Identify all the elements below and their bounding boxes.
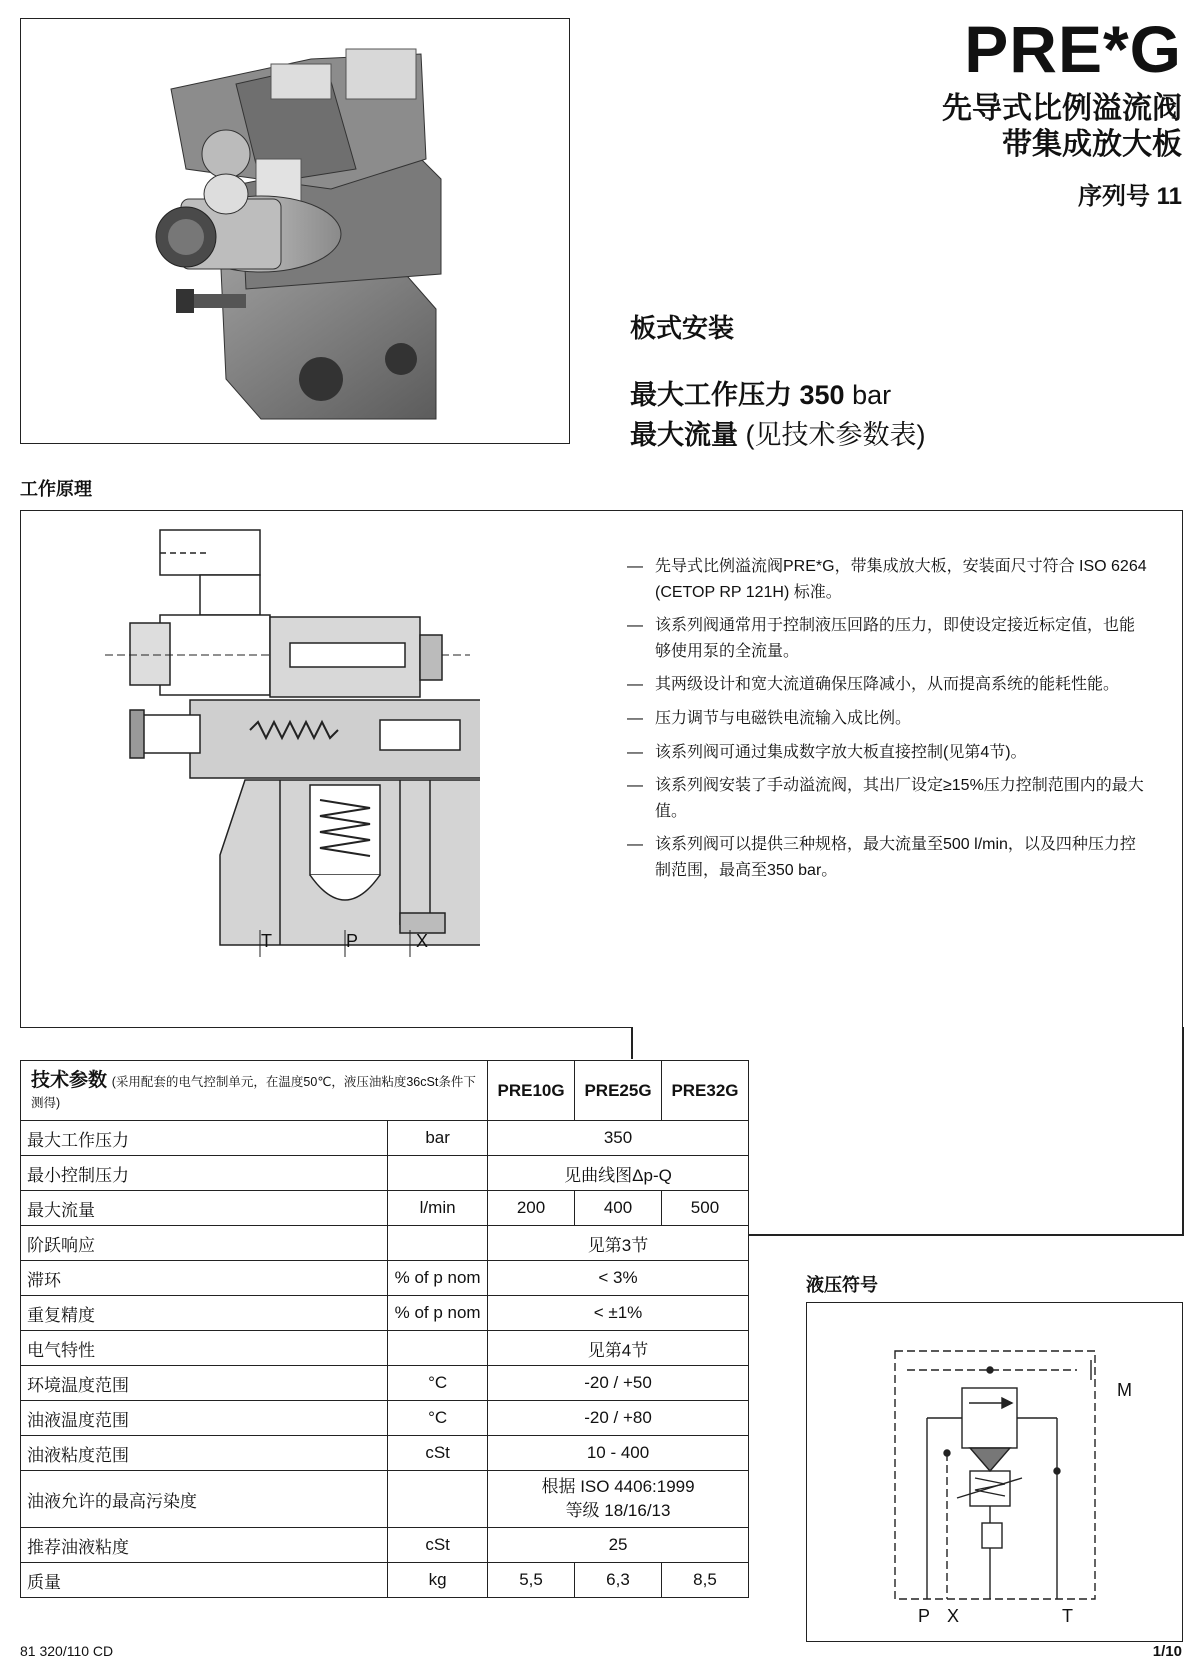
table-row xyxy=(21,1563,749,1598)
unit-cell xyxy=(388,1156,488,1191)
bullet-text: 该系列阀安装了手动溢流阀，其出厂设定≥15%压力控制范围内的最大值。 xyxy=(655,777,1144,820)
principle-frame-edge xyxy=(1182,1027,1184,1235)
value-cell: -20 / +80 xyxy=(488,1401,749,1436)
hydraulic-port-m: M xyxy=(1117,1380,1132,1400)
document-number: 81 320/110 CD xyxy=(20,1643,114,1659)
unit-cell: cSt xyxy=(388,1436,488,1471)
param-cell: 最大工作压力 xyxy=(21,1121,388,1156)
value-cell: 400 xyxy=(575,1191,662,1226)
bullet-item: — 其两级设计和宽大流道确保压降减小，从而提高系统的能耗性能。 xyxy=(627,672,1147,698)
bullet-text: 先导式比例溢流阀PRE*G，带集成放大板，安装面尺寸符合 ISO 6264 (CETOP RP 121H) 标准。 xyxy=(655,558,1147,601)
mounting-type: 板式安装 xyxy=(630,313,735,343)
unit-cell xyxy=(388,1331,488,1366)
value-cell: < 3% xyxy=(488,1261,749,1296)
product-photo-illustration xyxy=(21,19,568,442)
unit-cell xyxy=(388,1226,488,1261)
port-label-x: X xyxy=(416,931,429,951)
table-row xyxy=(21,1471,749,1528)
max-pressure-line xyxy=(630,373,891,412)
value-cell: 见曲线图Δp-Q xyxy=(488,1156,749,1191)
value-cell: 200 xyxy=(488,1191,575,1226)
value-cell: 8,5 xyxy=(661,1563,748,1598)
value-cell: 25 xyxy=(488,1528,749,1563)
product-subtitle-line1: 先导式比例溢流阀 xyxy=(942,92,1182,125)
page-number: 1/10 xyxy=(1152,1643,1182,1660)
table-row xyxy=(21,1261,749,1296)
param-cell: 阶跃响应 xyxy=(21,1226,388,1261)
max-pressure-label: 最大工作压力 xyxy=(630,380,800,410)
unit-cell: cSt xyxy=(388,1528,488,1563)
bullet-item: — 压力调节与电磁铁电流输入成比例。 xyxy=(627,706,1147,732)
principle-bullet-list xyxy=(627,554,1147,892)
principle-frame-edge xyxy=(631,1027,633,1059)
bullet-text: 该系列阀可通过集成数字放大板直接控制(见第4节)。 xyxy=(655,743,1027,761)
param-cell: 滞环 xyxy=(21,1261,388,1296)
value-cell: 5,5 xyxy=(488,1563,575,1598)
value-cell: -20 / +50 xyxy=(488,1366,749,1401)
value-cell: 10 - 400 xyxy=(488,1436,749,1471)
bullet-item: — 该系列阀可以提供三种规格，最大流量至500 l/min，以及四种压力控制范围，最高至350 bar。 xyxy=(627,832,1147,883)
product-subtitle-line2: 带集成放大板 xyxy=(1002,128,1182,161)
max-flow-note: (见技术参数表) xyxy=(738,420,926,450)
max-flow-line xyxy=(630,413,925,452)
table-row xyxy=(21,1121,749,1156)
param-cell: 推荐油液粘度 xyxy=(21,1528,388,1563)
unit-cell: % of p nom xyxy=(388,1261,488,1296)
table-row xyxy=(21,1191,749,1226)
unit-cell: bar xyxy=(388,1121,488,1156)
bullet-item: — 先导式比例溢流阀PRE*G，带集成放大板，安装面尺寸符合 ISO 6264 (CETOP RP 121H) 标准。 xyxy=(627,554,1147,605)
spec-table-title: 技术参数 xyxy=(31,1069,108,1091)
port-label-t: T xyxy=(261,931,272,951)
table-row xyxy=(21,1156,749,1191)
port-label-p: P xyxy=(346,931,359,951)
param-cell: 油液允许的最高污染度 xyxy=(21,1471,388,1528)
hydraulic-section-title: 液压符号 xyxy=(806,1275,878,1295)
max-flow-label: 最大流量 xyxy=(630,420,738,450)
bullet-item: — 该系列阀安装了手动溢流阀，其出厂设定≥15%压力控制范围内的最大值。 xyxy=(627,773,1147,824)
bullet-text: 其两级设计和宽大流道确保压降减小，从而提高系统的能耗性能。 xyxy=(655,676,1120,694)
unit-cell: kg xyxy=(388,1563,488,1598)
model-header: PRE25G xyxy=(575,1061,662,1121)
value-line: 根据 ISO 4406:1999 xyxy=(541,1477,695,1497)
unit-cell: °C xyxy=(388,1366,488,1401)
value-cell: 6,3 xyxy=(575,1563,662,1598)
param-cell: 最小控制压力 xyxy=(21,1156,388,1191)
param-cell: 重复精度 xyxy=(21,1296,388,1331)
series-number: 序列号 11 xyxy=(1077,183,1182,210)
param-cell: 油液温度范围 xyxy=(21,1401,388,1436)
hydraulic-port-x: X xyxy=(947,1606,960,1626)
param-cell: 最大流量 xyxy=(21,1191,388,1226)
bullet-text: 压力调节与电磁铁电流输入成比例。 xyxy=(655,709,912,727)
param-cell: 环境温度范围 xyxy=(21,1366,388,1401)
bullet-item: — 该系列阀可通过集成数字放大板直接控制(见第4节)。 xyxy=(627,740,1147,766)
table-row xyxy=(21,1366,749,1401)
table-row xyxy=(21,1331,749,1366)
spec-table-title-cell xyxy=(21,1061,488,1121)
unit-cell: °C xyxy=(388,1401,488,1436)
hydraulic-symbol-frame xyxy=(806,1302,1183,1642)
value-cell: 见第3节 xyxy=(488,1226,749,1261)
product-photo-frame xyxy=(20,18,570,444)
model-header: PRE10G xyxy=(488,1061,575,1121)
value-cell: 500 xyxy=(661,1191,748,1226)
max-pressure-value: 350 xyxy=(799,380,845,410)
param-cell: 油液粘度范围 xyxy=(21,1436,388,1471)
unit-cell xyxy=(388,1471,488,1528)
hydraulic-port-t: T xyxy=(1062,1606,1073,1626)
spec-table-header xyxy=(21,1061,749,1121)
value-cell: 350 xyxy=(488,1121,749,1156)
param-cell: 质量 xyxy=(21,1563,388,1598)
unit-cell: l/min xyxy=(388,1191,488,1226)
max-pressure-unit: bar xyxy=(844,380,892,410)
value-cell: 见第4节 xyxy=(488,1331,749,1366)
table-row xyxy=(21,1296,749,1331)
spec-table-note: (采用配套的电气控制单元，在温度50℃，液压油粘度36cSt条件下测得) xyxy=(31,1074,476,1110)
product-code: PRE*G xyxy=(964,12,1182,86)
param-cell: 电气特性 xyxy=(21,1331,388,1366)
spec-table xyxy=(20,1060,749,1598)
table-row xyxy=(21,1226,749,1261)
hydraulic-port-p: P xyxy=(918,1606,931,1626)
valve-cross-section-drawing xyxy=(100,525,480,965)
principle-frame-edge xyxy=(748,1234,1184,1236)
value-cell xyxy=(488,1471,749,1528)
unit-cell: % of p nom xyxy=(388,1296,488,1331)
bullet-item: — 该系列阀通常用于控制液压回路的压力，即使设定接近标定值，也能够使用泵的全流量。 xyxy=(627,613,1147,664)
table-row xyxy=(21,1401,749,1436)
principle-section-title: 工作原理 xyxy=(20,479,92,499)
model-header: PRE32G xyxy=(661,1061,748,1121)
hydraulic-symbol-diagram xyxy=(807,1303,1181,1640)
bullet-text: 该系列阀通常用于控制液压回路的压力，即使设定接近标定值，也能够使用泵的全流量。 xyxy=(655,617,1136,660)
bullet-text: 该系列阀可以提供三种规格，最大流量至500 l/min，以及四种压力控制范围，最高至350 bar。 xyxy=(655,836,1136,879)
principle-frame-edge xyxy=(20,1027,632,1028)
table-row xyxy=(21,1436,749,1471)
table-row xyxy=(21,1528,749,1563)
value-line: 等级 18/16/13 xyxy=(565,1501,671,1520)
value-cell: < ±1% xyxy=(488,1296,749,1331)
